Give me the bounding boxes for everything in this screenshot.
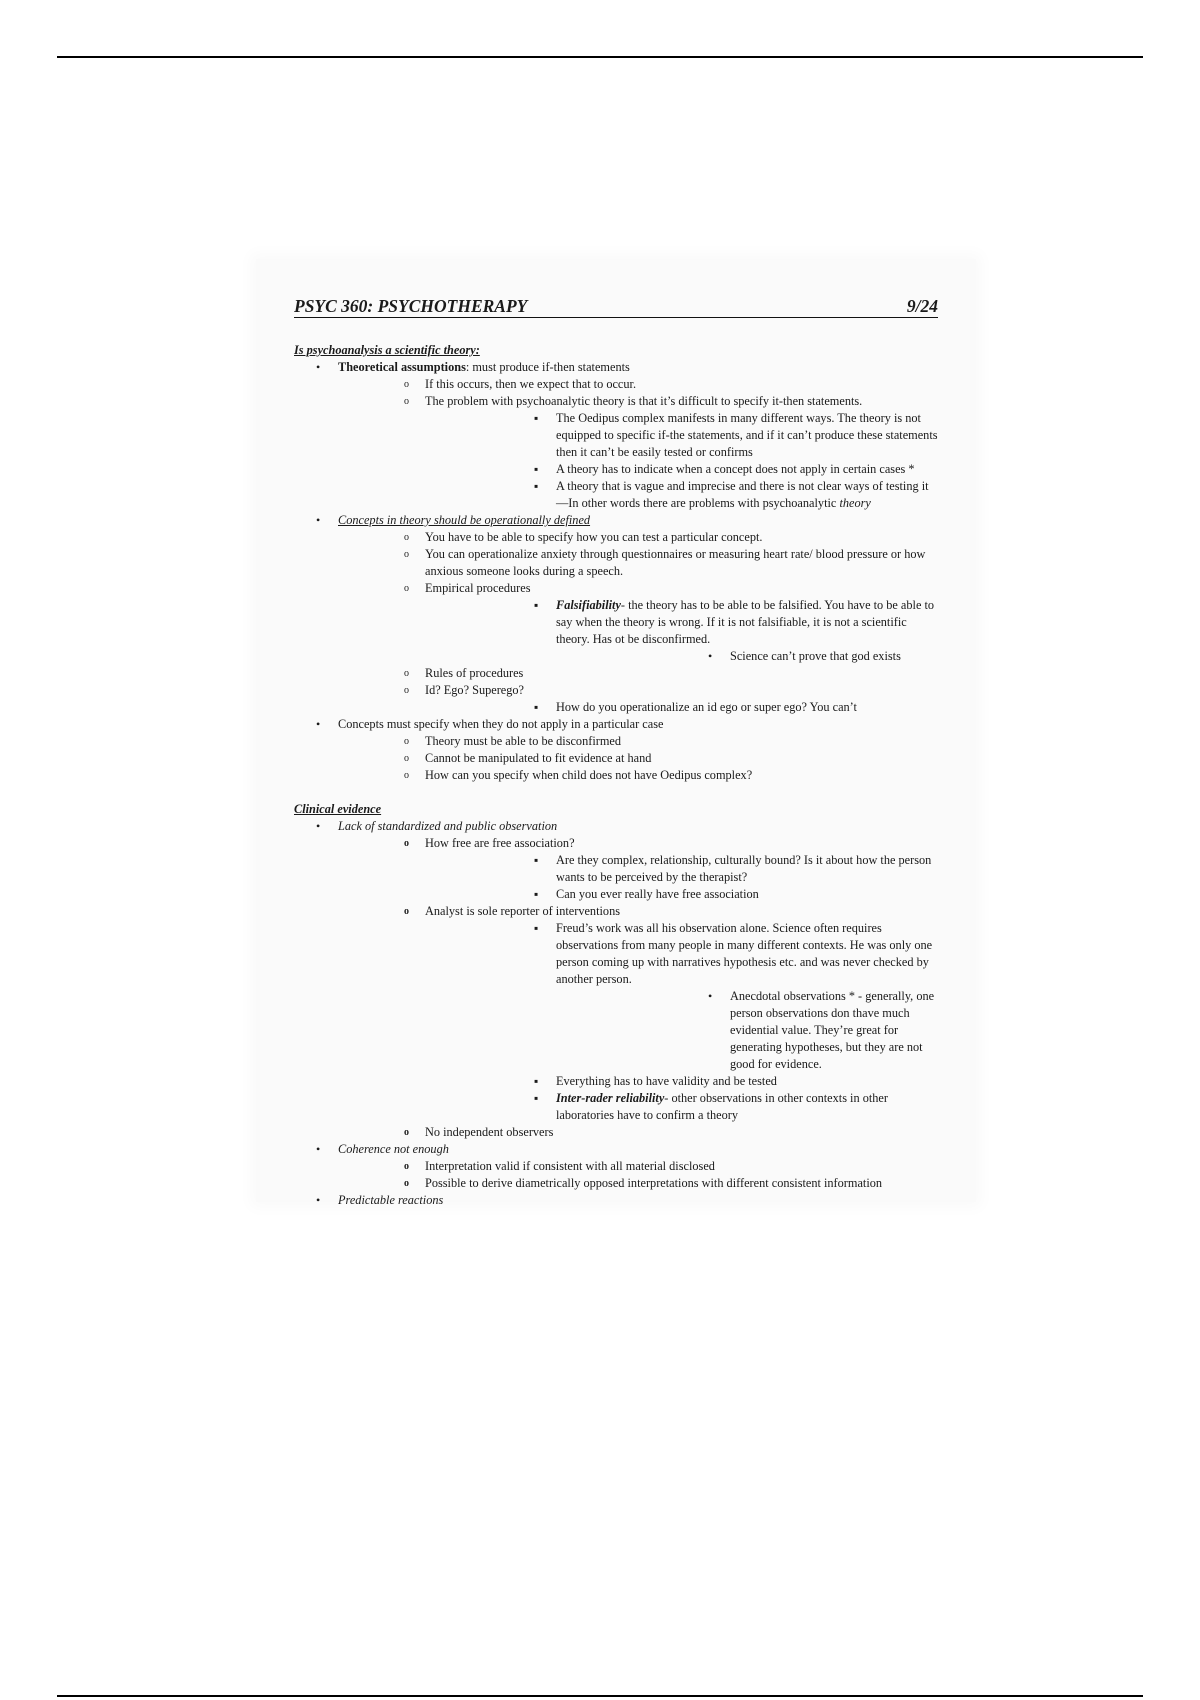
list-item	[294, 512, 938, 716]
bottom-rule	[57, 1695, 1143, 1697]
ring-bullet-icon: o	[404, 736, 409, 747]
square-bullet-icon: ▪	[534, 1091, 539, 1105]
square-bullet-icon: ▪	[534, 598, 539, 612]
top-rule	[57, 56, 1143, 58]
section-list	[294, 818, 938, 1209]
ring-bullet-icon: o	[404, 549, 409, 560]
list-item	[425, 886, 938, 903]
ring-bullet-icon: o	[404, 668, 409, 679]
list-item	[338, 1124, 938, 1141]
square-bullet-icon: ▪	[534, 479, 539, 493]
item-text: The Oedipus complex manifests in many different ways. The theory is not equipped to specific if-the statements, and if it can’t produce these statements then it can’t be easily tested or confirms	[556, 411, 938, 459]
ring-bullet-icon: o	[404, 1127, 409, 1138]
item-text: Id? Ego? Superego?	[425, 683, 525, 697]
item-label: Lack of standardized and public observation	[338, 819, 558, 833]
section-heading-scientific: Is psychoanalysis a scientific theory:	[294, 343, 480, 357]
bullet-icon: •	[316, 1193, 321, 1207]
bullet-icon: •	[316, 819, 321, 833]
bullet-icon: •	[316, 1142, 321, 1156]
list-item	[425, 699, 938, 716]
ring-bullet-icon: o	[404, 583, 409, 594]
item-text: How free are free association?	[425, 836, 575, 850]
item-text: - the theory has to be able to be falsified. You have to be able to say when the theory is wrong. If it is not falsifiable, it is not a scientific theory. Has ot be disconfirmed.	[556, 598, 935, 646]
ring-bullet-icon: o	[404, 1161, 409, 1172]
square-bullet-icon: ▪	[534, 921, 539, 935]
list-item	[425, 852, 938, 886]
ring-bullet-icon: o	[404, 379, 409, 390]
square-bullet-icon: ▪	[534, 1074, 539, 1088]
item-text: Can you ever really have free association	[556, 887, 759, 901]
list-item	[338, 682, 938, 716]
item-text: Are they complex, relationship, culturally bound? Is it about how the person wants to be perceived by the therapist?	[556, 853, 932, 884]
square-bullet-icon: ▪	[534, 853, 539, 867]
list-item	[425, 461, 938, 478]
item-text: The problem with psychoanalytic theory is that it’s difficult to specify it-then statements.	[425, 394, 863, 408]
item-label: Predictable reactions	[338, 1193, 444, 1207]
item-text: No independent observers	[425, 1125, 554, 1139]
square-bullet-icon: ▪	[534, 411, 539, 425]
item-text: How can you specify when child does not have Oedipus complex?	[425, 768, 753, 782]
item-text: Interpretation valid if consistent with all material disclosed	[425, 1159, 715, 1173]
item-text: You can operationalize anxiety through questionnaires or measuring heart rate/ blood pressure or how anxious someone looks during a speech.	[425, 547, 926, 578]
item-text: A theory has to indicate when a concept does not apply in certain cases *	[556, 462, 915, 476]
list-item	[338, 580, 938, 665]
item-text: Rules of procedures	[425, 666, 524, 680]
list-item	[294, 359, 938, 512]
item-text: Empirical procedures	[425, 581, 531, 595]
list-item	[425, 410, 938, 461]
item-text: Analyst is sole reporter of interventions	[425, 904, 620, 918]
section-list	[294, 359, 938, 784]
document-header	[294, 296, 938, 318]
item-label: Coherence not enough	[338, 1142, 449, 1156]
list-item	[338, 665, 938, 682]
list-item	[338, 393, 938, 512]
list-item	[294, 818, 938, 1141]
list-item	[556, 648, 938, 665]
ring-bullet-icon: o	[404, 532, 409, 543]
list-item	[425, 597, 938, 665]
list-item	[338, 903, 938, 1124]
page-date: 9/24	[906, 296, 938, 316]
ring-bullet-icon: o	[404, 396, 409, 407]
list-item	[556, 988, 938, 1073]
list-item	[294, 1141, 938, 1192]
item-label: Theoretical assumptions	[338, 360, 466, 374]
item-label: Falsifiability	[556, 598, 621, 612]
item-text: How do you operationalize an id ego or super ego? You can’t	[556, 700, 857, 714]
document-content	[294, 296, 938, 1209]
list-item	[338, 1158, 938, 1175]
list-item	[425, 1090, 938, 1124]
item-text: Everything has to have validity and be tested	[556, 1074, 777, 1088]
bullet-icon: •	[316, 513, 321, 527]
ring-bullet-icon: o	[404, 770, 409, 781]
square-bullet-icon: ▪	[534, 887, 539, 901]
item-text: If this occurs, then we expect that to occur.	[425, 377, 637, 391]
item-text: Possible to derive diametrically opposed interpretations with different consistent information	[425, 1176, 883, 1190]
list-item	[294, 1192, 938, 1209]
ring-bullet-icon: o	[404, 753, 409, 764]
item-text: You have to be able to specify how you can test a particular concept.	[425, 530, 763, 544]
item-text: : must produce if-then statements	[465, 360, 630, 374]
list-item	[338, 1175, 938, 1192]
item-text: A theory that is vague and imprecise and there is not clear ways of testing it—In other words there are problems with psychoanalytic	[556, 479, 929, 510]
item-text: Anecdotal observations * - generally, one person observations don thave much evidential value. They’re great for generating hypotheses, but they are not good for evidence.	[730, 989, 935, 1071]
list-item	[338, 835, 938, 903]
bullet-icon: •	[316, 717, 321, 731]
item-text: Cannot be manipulated to fit evidence at hand	[425, 751, 652, 765]
list-item	[425, 478, 938, 512]
list-item	[338, 733, 938, 750]
list-item	[338, 529, 938, 546]
ring-bullet-icon: o	[404, 838, 409, 849]
bullet-icon: •	[708, 989, 713, 1003]
bullet-icon: •	[708, 649, 713, 663]
list-item	[338, 767, 938, 784]
square-bullet-icon: ▪	[534, 700, 539, 714]
bullet-icon: •	[316, 360, 321, 374]
square-bullet-icon: ▪	[534, 462, 539, 476]
item-label: Concepts in theory should be operationally defined	[338, 513, 591, 527]
list-item	[294, 716, 938, 784]
page-title: PSYC 360: PSYCHOTHERAPY	[294, 296, 528, 316]
list-item	[338, 376, 938, 393]
item-label: Inter-rader reliability	[556, 1091, 665, 1105]
ring-bullet-icon: o	[404, 685, 409, 696]
ring-bullet-icon: o	[404, 1178, 409, 1189]
section-heading-clinical: Clinical evidence	[294, 802, 382, 816]
list-item	[425, 920, 938, 1073]
list-item	[338, 546, 938, 580]
item-text: Freud’s work was all his observation alone. Science often requires observations from many people in many different contexts. He was only one person coming up with narratives hypothesis etc. and was never checked by another person.	[556, 921, 933, 986]
item-text-italic: theory	[839, 496, 871, 510]
list-item	[425, 1073, 938, 1090]
item-text: Science can’t prove that god exists	[730, 649, 901, 663]
item-text: Theory must be able to be disconfirmed	[425, 734, 622, 748]
item-label: Concepts must specify when they do not apply in a particular case	[338, 717, 664, 731]
item-text: - other observations in other contexts in other laboratories have to confirm a theory	[556, 1091, 888, 1122]
list-item	[338, 750, 938, 767]
ring-bullet-icon: o	[404, 906, 409, 917]
